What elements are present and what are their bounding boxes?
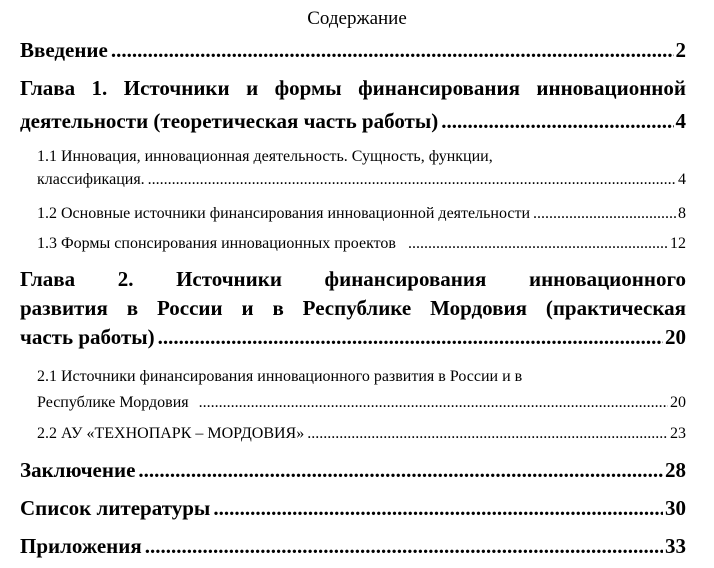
toc-entry-section-2-2 bbox=[37, 424, 686, 444]
dot-leader bbox=[213, 495, 663, 521]
toc-entry-label-line: Глава 2. Источники финансирования инновационного bbox=[20, 267, 686, 291]
toc-entry-label: 1.2 Основные источники финансирования инновационной деятельности bbox=[37, 205, 531, 222]
toc-entry-label-line: классификация. bbox=[37, 171, 145, 188]
toc-entry-conclusion bbox=[20, 457, 686, 483]
dot-leader bbox=[158, 324, 663, 350]
toc-title: Содержание bbox=[307, 8, 407, 29]
toc-entry-label: Список литературы bbox=[20, 496, 211, 520]
toc-entry-label-line: 1.1 Инновация, инновационная деятельность. Сущность, функции, bbox=[37, 148, 493, 165]
toc-page-number: 12 bbox=[670, 235, 686, 252]
toc-page-number: 2 bbox=[675, 38, 686, 62]
toc-entry-chapter-1 bbox=[20, 75, 686, 134]
toc-entry-section-1-3 bbox=[37, 234, 686, 254]
dot-leader bbox=[138, 457, 663, 483]
toc-entry-section-1-2 bbox=[37, 204, 686, 224]
toc-entry-label-line: Глава 1. Источники и формы финансирования инновационной bbox=[20, 76, 686, 100]
toc-entry-section-1-1 bbox=[37, 147, 686, 190]
dot-leader bbox=[533, 204, 676, 224]
toc-entry-references bbox=[20, 495, 686, 521]
dot-leader bbox=[199, 393, 668, 413]
dot-leader bbox=[441, 108, 673, 134]
toc-entry-label: Приложения bbox=[20, 534, 142, 558]
toc-entry-section-2-1 bbox=[37, 367, 686, 413]
toc-page-number: 30 bbox=[665, 496, 686, 520]
dot-leader bbox=[148, 170, 676, 190]
dot-leader bbox=[307, 424, 668, 444]
toc-entry-label-line: 2.1 Источники финансирования инновационного развития в России и в bbox=[37, 368, 523, 385]
toc-page-number: 4 bbox=[678, 171, 686, 188]
toc-entry-label-line: Республике Мордовия bbox=[37, 394, 189, 411]
toc-entry-label: Заключение bbox=[20, 458, 136, 482]
toc-page-number: 33 bbox=[665, 534, 686, 558]
dot-leader bbox=[145, 533, 663, 559]
toc-page-number: 23 bbox=[670, 425, 686, 442]
dot-leader bbox=[111, 37, 674, 63]
toc-entry-label: 1.3 Формы спонсирования инновационных проектов bbox=[37, 235, 396, 252]
toc-entry-label-line: развития в России и в Республике Мордовия (практическая bbox=[20, 296, 686, 320]
toc-entry-intro bbox=[20, 37, 686, 63]
toc-entry-label-line: часть работы) bbox=[20, 325, 155, 349]
toc-entry-label: Введение bbox=[20, 38, 108, 62]
toc-entry-appendices bbox=[20, 533, 686, 559]
toc-page-number: 4 bbox=[675, 109, 686, 133]
toc-entry-label: 2.2 АУ «ТЕХНОПАРК – МОРДОВИЯ» bbox=[37, 425, 305, 442]
toc-page-number: 8 bbox=[678, 205, 686, 222]
toc-entry-label-line: деятельности (теоретическая часть работы) bbox=[20, 109, 439, 133]
dot-leader bbox=[408, 234, 668, 254]
toc-entry-chapter-2 bbox=[20, 266, 686, 350]
toc-page-number: 20 bbox=[670, 394, 686, 411]
toc-page-number: 28 bbox=[665, 458, 686, 482]
toc-page-number: 20 bbox=[665, 325, 686, 349]
